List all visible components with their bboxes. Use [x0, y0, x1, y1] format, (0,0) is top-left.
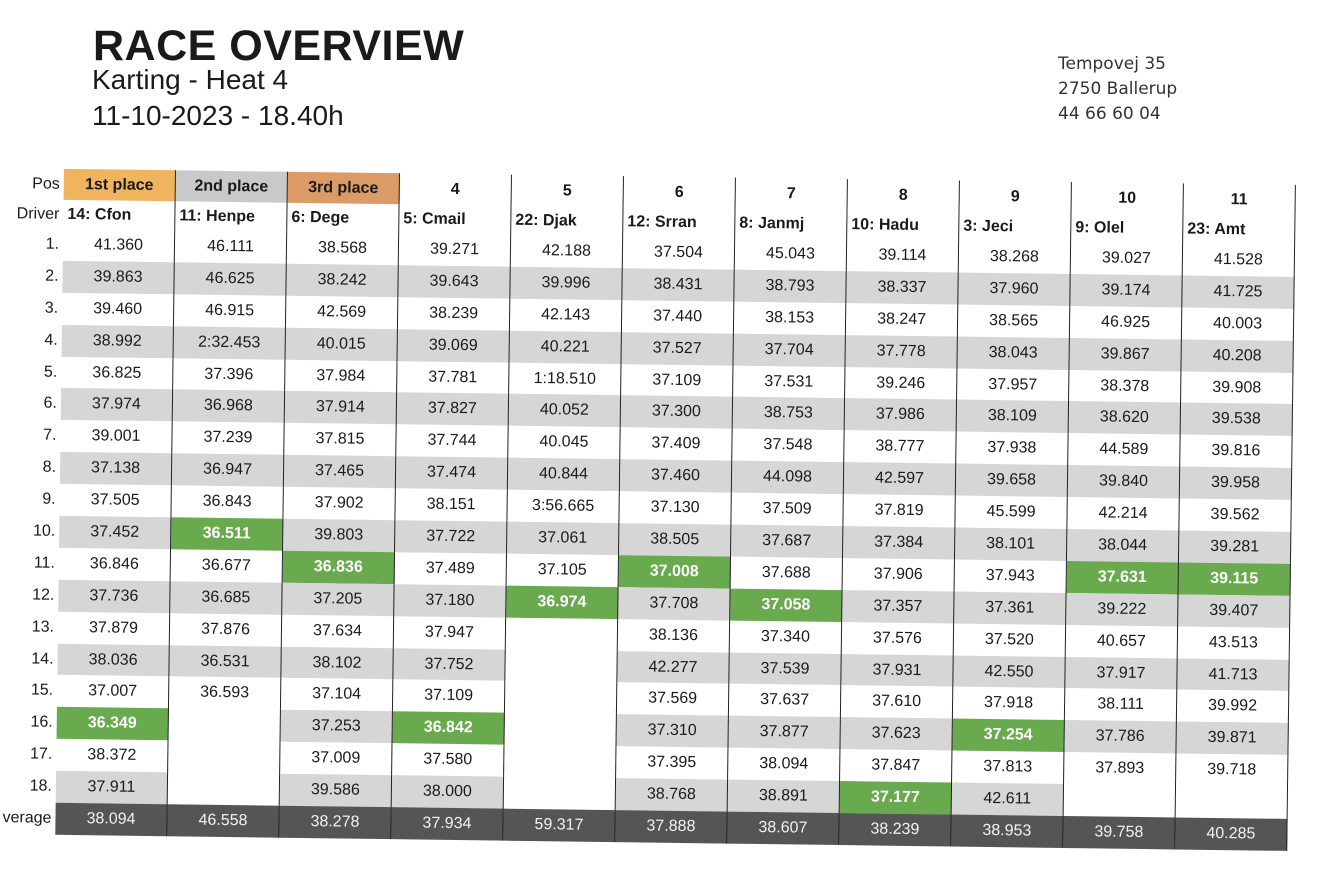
lap-time: 37.105	[506, 554, 618, 587]
lap-time: 39.871	[1176, 722, 1288, 755]
lap-time: 37.009	[280, 742, 392, 775]
lap-time: 38.568	[286, 232, 398, 265]
lap-time: 39.840	[1067, 465, 1179, 498]
lap-time: 38.777	[844, 430, 956, 463]
lap-time: 1:18.510	[509, 362, 621, 395]
lap-times-table	[0, 168, 1296, 851]
lap-time: 36.531	[169, 645, 281, 678]
lap-time: 38.753	[732, 397, 844, 430]
lap-time: 38.136	[617, 619, 729, 652]
lap-time: 37.489	[394, 552, 506, 585]
average-time: 46.558	[167, 804, 279, 837]
pos-label: Pos	[32, 174, 60, 193]
best-lap-time: 36.974	[506, 585, 618, 618]
lap-time: 37.957	[957, 368, 1069, 401]
lap-time: 37.569	[616, 683, 728, 716]
lap-time: 41.528	[1182, 243, 1294, 276]
lap-number: 3.	[44, 299, 59, 317]
lap-time: 3:56.665	[507, 490, 619, 523]
lap-time: 38.036	[57, 643, 169, 676]
lap-time: 37.918	[952, 687, 1064, 720]
lap-number: 10.	[32, 522, 56, 540]
lap-time: 37.906	[842, 558, 954, 591]
lap-time: 37.704	[733, 333, 845, 366]
lap-time: 38.094	[728, 748, 840, 781]
lap-time: 38.043	[957, 336, 1069, 369]
lap-time: 38.793	[734, 270, 846, 303]
lap-time: 39.114	[846, 239, 958, 272]
lap-time	[1175, 786, 1287, 819]
lap-time: 37.109	[392, 680, 504, 713]
lap-time: 37.815	[284, 423, 396, 456]
lap-time	[504, 681, 616, 714]
lap-time: 37.520	[953, 623, 1065, 656]
lap-time	[1063, 784, 1175, 817]
lap-time: 38.101	[954, 528, 1066, 561]
lap-time: 46.915	[173, 294, 285, 327]
lap-time: 39.027	[1070, 242, 1182, 275]
lap-number: 17.	[29, 745, 53, 763]
position-header: 7	[735, 178, 847, 210]
lap-time: 38.891	[727, 780, 839, 813]
lap-time: 39.281	[1178, 530, 1290, 563]
lap-time: 39.803	[283, 519, 395, 552]
lap-time: 37.778	[845, 335, 957, 368]
best-lap-time: 37.008	[618, 555, 730, 588]
venue-address	[1058, 52, 1177, 127]
lap-time: 38.044	[1066, 529, 1178, 562]
average-time: 38.607	[727, 812, 839, 845]
lap-time: 37.687	[730, 525, 842, 558]
lap-time: 36.685	[170, 581, 282, 614]
lap-time: 42.143	[509, 298, 621, 331]
lap-time: 37.623	[840, 717, 952, 750]
lap-number: 12.	[32, 586, 55, 604]
lap-time: 37.531	[733, 365, 845, 398]
driver-name: 3: Jeci	[959, 212, 1071, 242]
lap-time: 37.943	[954, 559, 1066, 592]
lap-time: 37.548	[732, 429, 844, 462]
lap-time: 42.214	[1067, 497, 1179, 530]
lap-time: 37.109	[621, 364, 733, 397]
position-header: 3rd place	[287, 172, 399, 204]
driver-label: Driver	[16, 204, 60, 223]
lap-time: 46.925	[1069, 306, 1181, 339]
position-header: 8	[847, 179, 959, 211]
best-lap-time: 37.058	[730, 588, 842, 621]
lap-time: 39.643	[398, 265, 510, 298]
lap-time: 37.914	[284, 391, 396, 424]
lap-number: 4.	[44, 331, 58, 349]
average-time: 38.239	[839, 813, 951, 846]
lap-time: 37.395	[616, 746, 728, 779]
lap-time: 36.846	[59, 548, 171, 581]
lap-time: 38.153	[733, 301, 845, 334]
lap-time: 38.337	[846, 271, 958, 304]
lap-time	[505, 649, 617, 682]
lap-time: 38.372	[56, 739, 168, 772]
lap-time: 37.474	[395, 456, 507, 489]
lap-time: 37.061	[506, 522, 618, 555]
lap-time: 39.996	[510, 267, 622, 300]
lap-time	[167, 772, 279, 805]
lap-time: 39.562	[1179, 499, 1291, 532]
average-time: 59.317	[503, 809, 615, 842]
lap-time: 37.509	[731, 493, 843, 526]
lap-time: 36.968	[172, 390, 284, 423]
lap-time: 37.931	[841, 654, 953, 687]
lap-time	[503, 777, 615, 810]
lap-time: 38.620	[1068, 401, 1180, 434]
lap-time: 36.843	[171, 485, 283, 518]
lap-time: 37.876	[169, 613, 281, 646]
lap-number: 16.	[30, 713, 53, 732]
page-title: RACE OVERVIEW	[93, 22, 465, 70]
lap-time: 37.708	[618, 587, 730, 620]
lap-time: 37.440	[621, 300, 733, 333]
lap-time: 41.713	[1177, 658, 1289, 691]
lap-time: 39.407	[1178, 594, 1290, 627]
lap-time: 42.550	[953, 655, 1065, 688]
lap-number: 15.	[30, 681, 54, 700]
lap-time: 37.504	[622, 236, 734, 269]
lap-time: 37.877	[728, 716, 840, 749]
lap-time: 38.768	[615, 778, 727, 811]
lap-time: 38.505	[618, 523, 730, 556]
lap-time: 39.992	[1176, 690, 1288, 723]
best-lap-time: 37.254	[952, 719, 1064, 752]
lap-number: 5.	[43, 363, 58, 381]
lap-time: 37.986	[844, 399, 956, 432]
lap-time: 45.043	[734, 238, 846, 271]
lap-time: 37.460	[619, 459, 731, 492]
lap-time: 38.111	[1064, 688, 1176, 721]
driver-name: 5: Cmail	[399, 204, 511, 234]
lap-time: 37.539	[729, 652, 841, 685]
driver-name: 23: Amt	[1183, 214, 1295, 244]
average-label: verage	[2, 809, 52, 827]
lap-time: 39.586	[279, 774, 391, 807]
lap-time: 37.007	[57, 675, 169, 708]
lap-time: 39.271	[398, 233, 510, 266]
lap-time: 38.565	[957, 304, 1069, 337]
lap-time: 39.069	[397, 329, 509, 362]
lap-time: 37.744	[396, 425, 508, 458]
lap-time: 44.589	[1068, 433, 1180, 466]
lap-time: 40.844	[507, 458, 619, 491]
address-city: 2750 Ballerup	[1058, 79, 1178, 99]
lap-time	[504, 745, 616, 778]
lap-time: 39.246	[845, 367, 957, 400]
lap-time: 36.677	[170, 549, 282, 582]
lap-time: 36.593	[168, 677, 280, 710]
lap-time: 37.527	[621, 332, 733, 365]
driver-name: 22: Djak	[511, 206, 623, 236]
lap-time: 39.718	[1176, 754, 1288, 787]
lap-time: 42.597	[843, 462, 955, 495]
lap-time: 37.781	[397, 361, 509, 394]
lap-time: 42.611	[951, 783, 1063, 816]
lap-time: 38.102	[281, 646, 393, 679]
driver-name: 6: Dege	[287, 203, 399, 233]
lap-time: 37.409	[620, 427, 732, 460]
best-lap-time: 36.842	[392, 712, 504, 745]
lap-time: 37.902	[283, 487, 395, 520]
driver-name: 11: Henpe	[175, 201, 287, 231]
lap-number: 7.	[43, 426, 57, 445]
lap-time: 36.947	[171, 454, 283, 487]
lap-time: 37.819	[843, 494, 955, 527]
lap-time: 37.357	[842, 590, 954, 623]
lap-time: 37.634	[281, 614, 393, 647]
lap-time: 37.722	[395, 520, 507, 553]
lap-time: 37.340	[729, 620, 841, 653]
lap-time: 38.268	[958, 241, 1070, 274]
lap-time: 38.151	[395, 488, 507, 521]
lap-time: 39.538	[1180, 403, 1292, 436]
lap-time: 37.300	[620, 396, 732, 429]
lap-number: 11.	[33, 554, 55, 572]
lap-time: 38.247	[845, 303, 957, 336]
best-lap-time: 36.836	[282, 551, 394, 584]
position-header: 6	[623, 176, 735, 208]
position-header: 5	[511, 175, 623, 207]
lap-number: 6.	[43, 394, 58, 413]
driver-name: 9: Olel	[1071, 213, 1183, 243]
lap-time: 40.208	[1181, 339, 1293, 372]
lap-time: 40.003	[1181, 307, 1293, 340]
average-time: 39.758	[1063, 816, 1175, 849]
position-header: 1st place	[64, 169, 176, 201]
lap-time: 38.239	[397, 297, 509, 330]
lap-number: 9.	[42, 490, 56, 508]
lap-time: 40.045	[508, 426, 620, 459]
lap-time: 37.947	[393, 616, 505, 649]
lap-time: 46.111	[174, 230, 286, 263]
lap-time: 41.725	[1182, 275, 1294, 308]
lap-time: 37.452	[59, 516, 171, 549]
average-time: 38.278	[279, 806, 391, 839]
lap-time: 37.610	[840, 686, 952, 719]
lap-time: 37.637	[728, 684, 840, 717]
driver-name: 8: Janmj	[735, 209, 847, 239]
lap-time: 38.992	[62, 324, 174, 357]
lap-time: 37.384	[842, 526, 954, 559]
driver-name: 10: Hadu	[847, 210, 959, 240]
position-header: 4	[399, 173, 511, 205]
lap-time: 37.465	[283, 455, 395, 488]
position-header: 2nd place	[175, 170, 287, 202]
lap-time: 39.908	[1181, 371, 1293, 404]
lap-time	[504, 713, 616, 746]
lap-time	[168, 709, 280, 742]
lap-time: 37.879	[58, 611, 170, 644]
average-time: 37.934	[391, 807, 503, 840]
lap-time: 37.688	[730, 557, 842, 590]
lap-time: 46.625	[174, 262, 286, 295]
lap-time: 39.001	[60, 420, 172, 453]
lap-time: 40.657	[1065, 625, 1177, 658]
lap-time: 37.752	[393, 648, 505, 681]
lap-time: 36.825	[61, 356, 173, 389]
lap-time: 37.104	[280, 678, 392, 711]
lap-time: 39.863	[62, 261, 174, 294]
best-lap-time: 36.511	[171, 517, 283, 550]
lap-time: 37.813	[952, 751, 1064, 784]
average-time: 38.953	[951, 815, 1063, 848]
lap-time: 37.239	[172, 422, 284, 455]
lap-time: 37.917	[1065, 657, 1177, 690]
best-lap-time: 37.631	[1066, 561, 1178, 594]
lap-time: 39.867	[1069, 338, 1181, 371]
lap-time: 42.188	[510, 235, 622, 268]
lap-time: 37.736	[58, 580, 170, 613]
lap-time: 37.130	[619, 491, 731, 524]
average-time: 38.094	[55, 803, 167, 836]
lap-time: 39.222	[1066, 593, 1178, 626]
lap-time: 40.221	[509, 330, 621, 363]
lap-time: 37.310	[616, 714, 728, 747]
lap-time: 37.576	[841, 622, 953, 655]
lap-time: 38.242	[286, 264, 398, 297]
lap-time: 39.174	[1070, 274, 1182, 307]
average-time: 40.285	[1175, 817, 1287, 850]
lap-time: 45.599	[955, 496, 1067, 529]
driver-name: 14: Cfon	[63, 200, 175, 230]
driver-name: 12: Srran	[623, 207, 735, 237]
lap-time: 37.960	[958, 272, 1070, 305]
lap-time: 37.505	[59, 484, 171, 517]
lap-time: 41.360	[63, 229, 175, 262]
lap-time: 37.361	[954, 591, 1066, 624]
position-header: 10	[1071, 182, 1183, 214]
lap-number: 1.	[45, 235, 60, 253]
lap-time: 37.984	[285, 359, 397, 392]
lap-time: 42.569	[285, 296, 397, 329]
best-lap-time: 36.349	[57, 707, 169, 740]
lap-number: 18.	[29, 777, 53, 795]
lap-number: 14.	[31, 649, 54, 668]
best-lap-time: 39.115	[1178, 562, 1290, 595]
lap-time: 37.205	[282, 583, 394, 616]
lap-time	[505, 617, 617, 650]
address-phone: 44 66 60 04	[1058, 104, 1161, 124]
lap-time: 37.180	[394, 584, 506, 617]
lap-time	[168, 740, 280, 773]
best-lap-time: 37.177	[839, 781, 951, 814]
lap-time: 37.847	[840, 749, 952, 782]
race-datetime: 11-10-2023 - 18.40h	[92, 100, 344, 131]
lap-number: 2.	[45, 267, 59, 285]
lap-time: 39.958	[1179, 467, 1291, 500]
lap-time: 37.938	[956, 432, 1068, 465]
lap-time: 37.396	[173, 358, 285, 391]
lap-time: 37.974	[61, 388, 173, 421]
lap-time: 40.015	[285, 327, 397, 360]
position-header: 9	[959, 181, 1071, 213]
lap-time: 37.911	[56, 771, 168, 804]
address-street: Tempovej 35	[1058, 54, 1166, 74]
lap-time: 37.253	[280, 710, 392, 743]
lap-time: 39.460	[62, 293, 174, 326]
lap-time: 40.052	[508, 394, 620, 427]
lap-time: 37.138	[60, 452, 172, 485]
lap-number: 8.	[42, 458, 57, 476]
lap-time: 38.109	[956, 400, 1068, 433]
lap-time: 37.786	[1064, 720, 1176, 753]
lap-number: 13.	[31, 618, 55, 636]
lap-time: 37.580	[392, 743, 504, 776]
average-time: 37.888	[615, 810, 727, 843]
lap-time: 44.098	[731, 461, 843, 494]
heat-subtitle: Karting - Heat 4	[92, 64, 289, 95]
lap-time: 39.816	[1180, 435, 1292, 468]
lap-time: 37.827	[396, 393, 508, 426]
race-results-sheet	[0, 168, 1296, 851]
lap-time: 42.277	[617, 651, 729, 684]
lap-time: 37.893	[1064, 752, 1176, 785]
lap-time: 2:32.453	[173, 326, 285, 359]
lap-time: 38.431	[622, 268, 734, 301]
lap-time: 38.000	[391, 775, 503, 808]
lap-time: 43.513	[1177, 626, 1289, 659]
lap-time: 38.378	[1069, 370, 1181, 403]
lap-time: 39.658	[955, 464, 1067, 497]
position-header: 11	[1183, 183, 1295, 215]
